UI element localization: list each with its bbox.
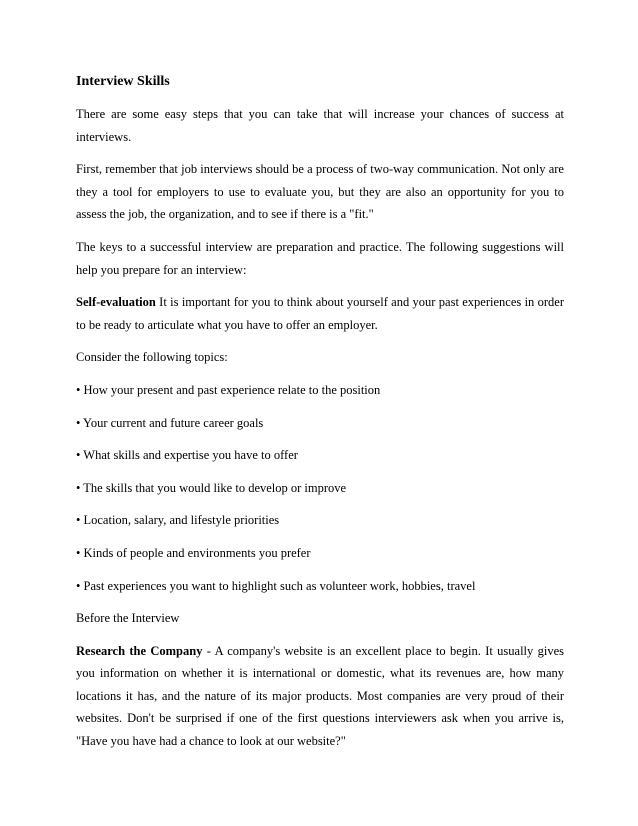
- consider-paragraph: Consider the following topics:: [76, 350, 228, 365]
- self-evaluation-text: It is important for you to think about yourself and your past experiences in order to be ready to articulate what you have to offer an employer.: [76, 295, 564, 332]
- bullet-item: • Location, salary, and lifestyle priorities: [76, 513, 280, 528]
- document-title: Interview Skills: [76, 74, 170, 89]
- keys-paragraph: The keys to a successful interview are preparation and practice. The following suggestions will help you prepare for an interview:: [76, 239, 564, 277]
- self-evaluation-heading: Self-evaluation: [76, 295, 156, 310]
- bullet-item: • Past experiences you want to highlight such as volunteer work, hobbies, travel: [76, 578, 476, 593]
- bullet-item: • The skills that you would like to develop or improve: [76, 480, 347, 495]
- before-interview-heading: Before the Interview: [76, 611, 180, 626]
- first-paragraph: First, remember that job interviews should be a process of two-way communication. Not only are they a tool for employers to use to evaluate you, but they are also an opportunity for you to assess the job, the organization, and to see if there is a "fit.": [76, 162, 564, 222]
- intro-paragraph: There are some easy steps that you can take that will increase your chances of success at interviews.: [76, 107, 564, 144]
- research-text: - A company's website is an excellent place to begin. It usually gives you information on whether it is international or domestic, what its revenues are, how many locations it has, and the nature of its major products. Most companies are very proud of their websites. Don't be surprised if one of the first questions interviewers ask when you arrive is, "Have you have had a chance to look at our website?": [76, 643, 564, 749]
- bullet-item: • Your current and future career goals: [76, 415, 264, 430]
- research-heading: Research the Company: [76, 643, 203, 658]
- research-paragraph: [76, 640, 564, 753]
- bullet-item: • Kinds of people and environments you prefer: [76, 545, 311, 560]
- bullet-item: • How your present and past experience relate to the position: [76, 382, 381, 397]
- bullet-item: • What skills and expertise you have to offer: [76, 448, 298, 463]
- self-evaluation-paragraph: [76, 291, 564, 336]
- document-body: [76, 71, 564, 763]
